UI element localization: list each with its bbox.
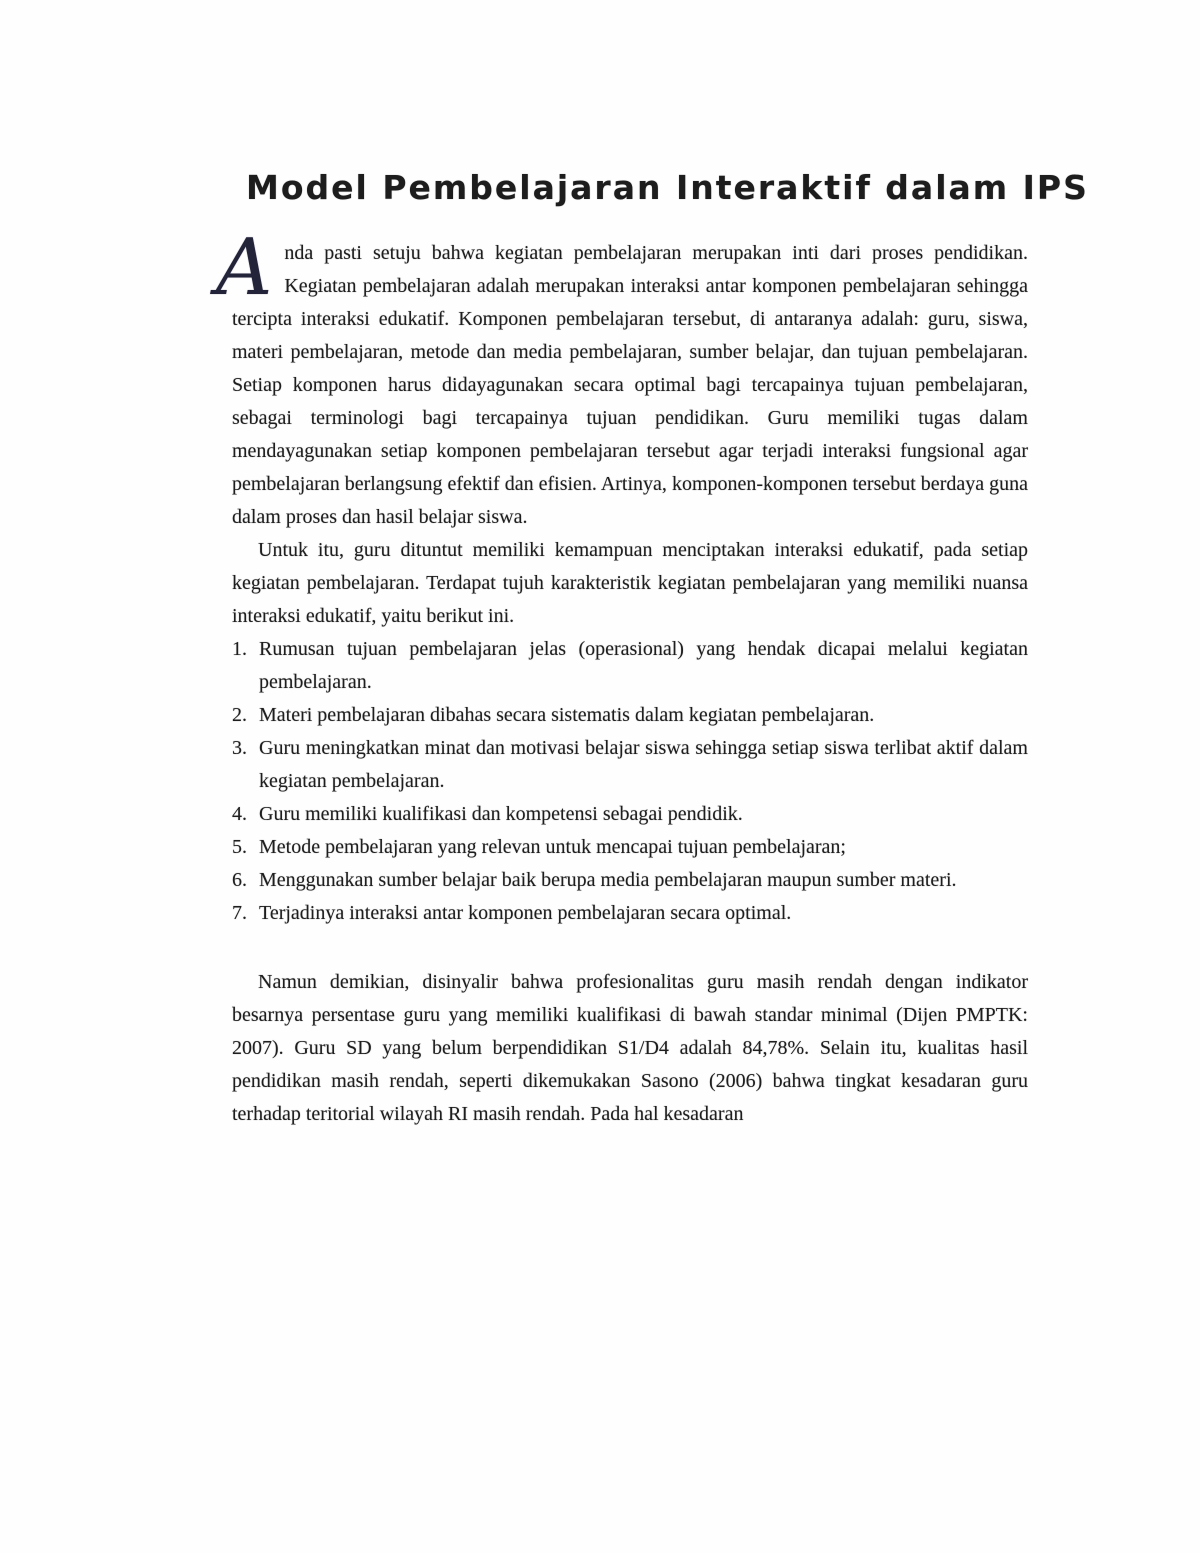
list-item-number: 6. bbox=[232, 869, 247, 891]
list-item-text: Materi pembelajaran dibahas secara sistematis dalam kegiatan pembelajaran. bbox=[259, 704, 875, 726]
paragraph-text: Namun demikian, disinyalir bahwa profesionalitas guru masih rendah dengan indikator besarnya persentase guru yang memiliki kualifikasi di bawah standar minimal (Dijen PMPTK: 2007). Guru SD yang belum berpendidikan S1/D4 adalah 84,78%. Selain itu, kualitas hasil pendidikan masih rendah, seperti dikemukakan Sasono (2006) bahwa tingkat kesadaran guru terhadap teritorial wilayah RI masih rendah. Pada hal kesadaran bbox=[232, 971, 1028, 1125]
paragraph-text: Untuk itu, guru dituntut memiliki kemampuan menciptakan interaksi edukatif, pada setiap kegiatan pembelajaran. Terdapat tujuh karakteristik kegiatan pembelajaran yang memiliki nuansa interaksi edukatif, yaitu berikut ini. bbox=[232, 539, 1028, 627]
list-item-text: Guru memiliki kualifikasi dan kompetensi sebagai pendidik. bbox=[259, 803, 743, 825]
list-item bbox=[232, 897, 1028, 930]
list-item-text: Terjadinya interaksi antar komponen pembelajaran secara optimal. bbox=[259, 902, 792, 924]
list-item-number: 4. bbox=[232, 803, 247, 825]
body-text bbox=[216, 223, 1028, 1131]
list-item bbox=[232, 699, 1028, 732]
list-item-number: 5. bbox=[232, 836, 247, 858]
list-item-number: 7. bbox=[232, 902, 247, 924]
list-item-text: Menggunakan sumber belajar baik berupa media pembelajaran maupun sumber materi. bbox=[259, 869, 957, 891]
list-item-number: 1. bbox=[232, 638, 247, 660]
dropcap-letter: A bbox=[216, 223, 273, 313]
list-item-text: Metode pembelajaran yang relevan untuk mencapai tujuan pembelajaran; bbox=[259, 836, 846, 858]
numbered-list bbox=[232, 633, 1028, 930]
list-item bbox=[232, 633, 1028, 699]
opening-paragraph bbox=[216, 223, 1028, 534]
page-title: Model Pembelajaran Interaktif dalam IPS bbox=[246, 168, 1089, 207]
text-column bbox=[216, 0, 1089, 1131]
list-item bbox=[232, 864, 1028, 897]
list-item-number: 3. bbox=[232, 737, 247, 759]
list-item bbox=[232, 732, 1028, 798]
list-item bbox=[232, 831, 1028, 864]
list-item-text: Rumusan tujuan pembelajaran jelas (operasional) yang hendak dicapai melalui kegiatan pembelajaran. bbox=[259, 638, 1028, 693]
list-item-number: 2. bbox=[232, 704, 247, 726]
list-item-text: Guru meningkatkan minat dan motivasi belajar siswa sehingga setiap siswa terlibat aktif dalam kegiatan pembelajaran. bbox=[259, 737, 1028, 792]
paragraph-text: nda pasti setuju bahwa kegiatan pembelajaran merupakan inti dari proses pendidikan. Kegiatan pembelajaran adalah merupakan interaksi antar komponen pembelajaran sehingga tercipta interaksi edukatif. Komponen pembelajaran tersebut, di antaranya adalah: guru, siswa, materi pembelajaran, metode dan media pembelajaran, sumber belajar, dan tujuan pembelajaran. Setiap komponen harus didayagunakan secara optimal bagi tercapainya tujuan pembelajaran, sebagai terminologi bagi tercapainya tujuan pendidikan. Guru memiliki tugas dalam mendayagunakan setiap komponen pembelajaran tersebut agar terjadi interaksi fungsional agar pembelajaran berlangsung efektif dan efisien. Artinya, komponen-komponen tersebut berdaya guna dalam proses dan hasil belajar siswa. bbox=[232, 242, 1028, 528]
list-item bbox=[232, 798, 1028, 831]
